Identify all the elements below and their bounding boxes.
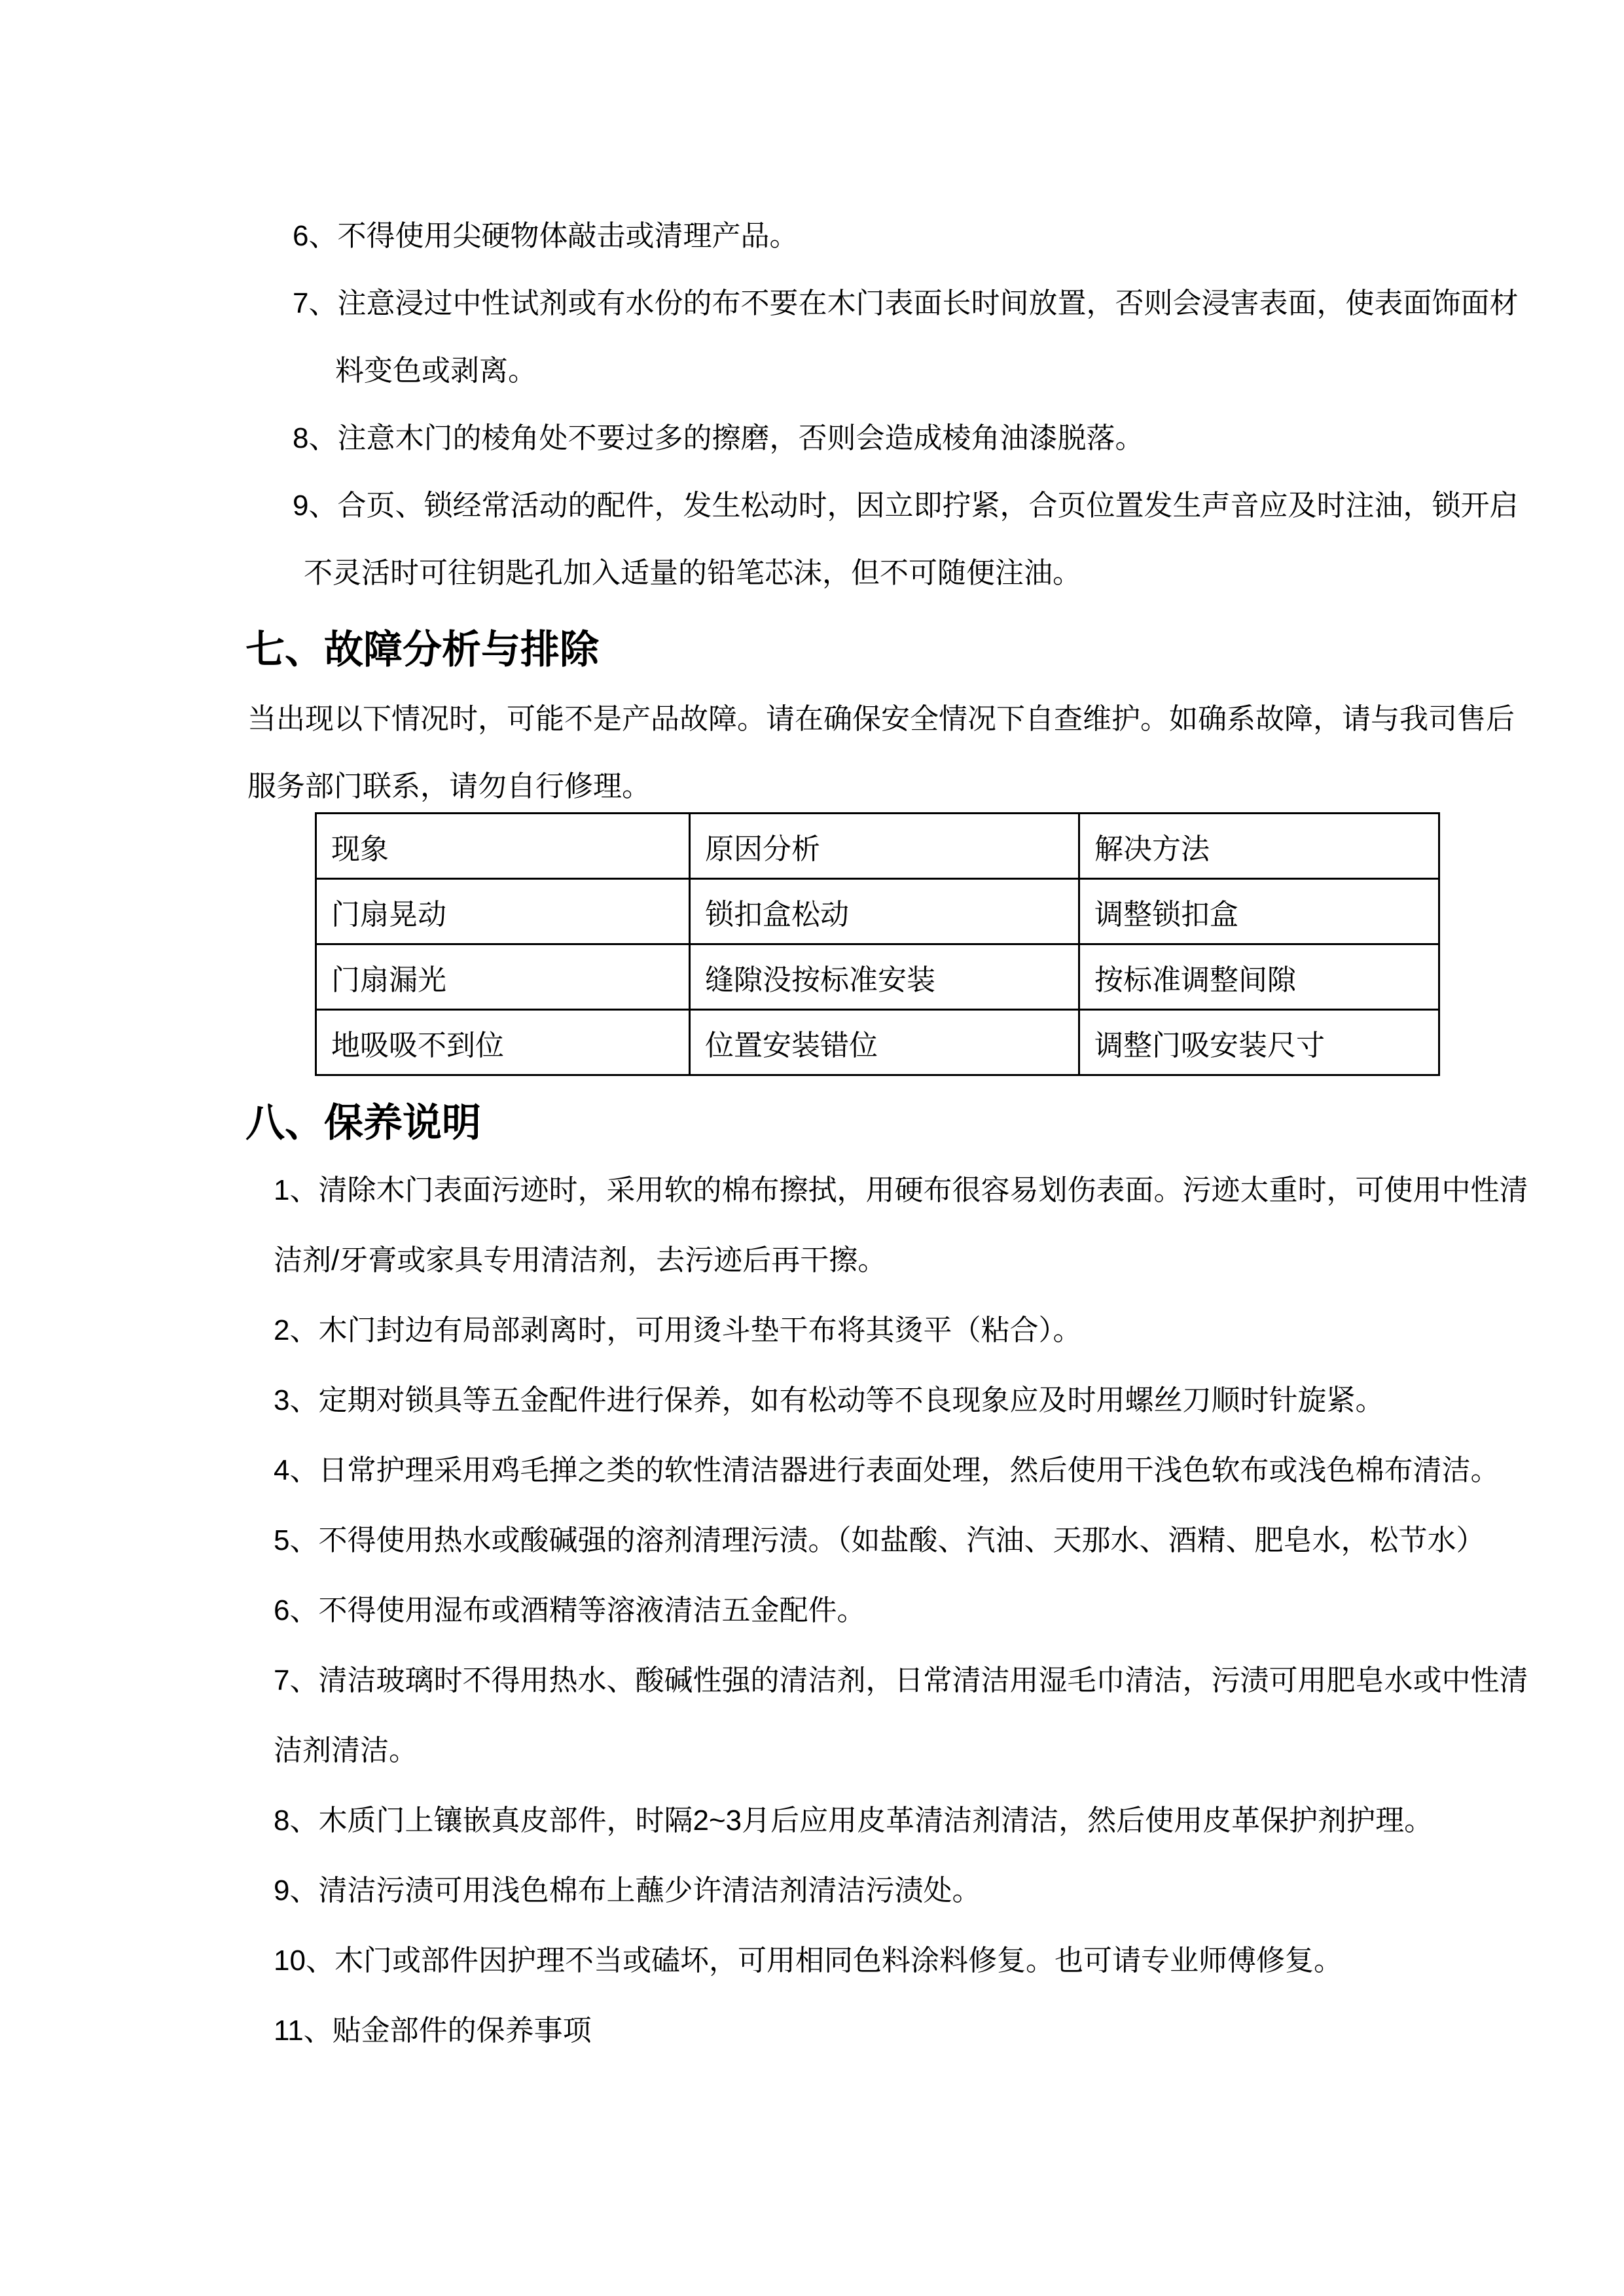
fault-table (315, 812, 1440, 1076)
list-item-text: 洁剂清洁。 (274, 1734, 418, 1767)
table-header-cell-solution: 解决方法 (1079, 814, 1439, 879)
maintenance-item-11 (0, 1996, 1624, 2066)
table-cell: 锁扣盒松动 (690, 879, 1079, 944)
list-item-7-continuation (0, 338, 1624, 405)
item-number: 1、 (274, 1174, 319, 1207)
intro-paragraph-line-2: 服务部门联系，请勿自行修理。 (247, 770, 651, 803)
item-number: 7、 (293, 287, 338, 320)
item-number: 10、 (274, 1945, 334, 1977)
maintenance-item-7-continuation (0, 1716, 1624, 1786)
list-item-7 (0, 270, 1624, 338)
list-item-text: 不得使用湿布或酒精等溶液清洁五金配件。 (318, 1594, 866, 1627)
item-number: 9、 (293, 490, 338, 522)
section-heading-fault-analysis: 七、故障分析与排除 (245, 628, 599, 672)
item-number: 8、 (293, 422, 338, 455)
maintenance-item-10 (0, 1926, 1624, 1996)
list-item-text: 木质门上镶嵌真皮部件，时隔2~3月后应用皮革清洁剂清洁，然后使用皮革保护剂护理。 (318, 1804, 1434, 1837)
list-item-9 (0, 473, 1624, 540)
table-cell: 缝隙没按标准安装 (690, 944, 1079, 1010)
list-item-text: 注意木门的棱角处不要过多的擦磨，否则会造成棱角油漆脱落。 (337, 422, 1144, 455)
table-row (316, 879, 1439, 944)
list-item-text: 贴金部件的保养事项 (332, 2015, 592, 2047)
item-number: 7、 (274, 1664, 319, 1697)
list-item-text: 木门或部件因护理不当或磕坏，可用相同色料涂料修复。也可请专业师傅修复。 (334, 1945, 1343, 1977)
table-header-cell-phenomenon: 现象 (316, 814, 690, 879)
table-row (316, 1010, 1439, 1075)
item-number: 8、 (274, 1804, 319, 1837)
maintenance-item-1 (0, 1156, 1624, 1226)
section-heading-maintenance: 八、保养说明 (245, 1101, 481, 1145)
table-header-cell-cause: 原因分析 (690, 814, 1079, 879)
item-number: 9、 (274, 1874, 319, 1907)
intro-paragraph-line-1: 当出现以下情况时，可能不是产品故障。请在确保安全情况下自查维护。如确系故障，请与我司售后 (247, 703, 1515, 736)
maintenance-item-3 (0, 1366, 1624, 1436)
table-row (316, 944, 1439, 1010)
table-cell: 调整锁扣盒 (1079, 879, 1439, 944)
list-item-6 (0, 203, 1624, 270)
list-item-text: 不灵活时可往钥匙孔加入适量的铅笔芯沫，但不可随便注油。 (304, 557, 1081, 590)
list-item-text: 清洁污渍可用浅色棉布上蘸少许清洁剂清洁污渍处。 (318, 1874, 981, 1907)
table-cell: 地吸吸不到位 (316, 1010, 690, 1075)
item-number: 11、 (274, 2015, 333, 2047)
list-item-text: 清洁玻璃时不得用热水、酸碱性强的清洁剂，日常清洁用湿毛巾清洁，污渍可用肥皂水或中性清 (318, 1664, 1528, 1697)
table-cell: 按标准调整间隙 (1079, 944, 1439, 1010)
list-item-9-continuation (0, 540, 1624, 607)
list-item-text: 清除木门表面污迹时，采用软的棉布擦拭，用硬布很容易划伤表面。污迹太重时，可使用中性清 (318, 1174, 1528, 1207)
item-number: 6、 (293, 220, 338, 253)
maintenance-item-4 (0, 1436, 1624, 1506)
maintenance-item-9 (0, 1856, 1624, 1926)
maintenance-item-8 (0, 1786, 1624, 1856)
table-header-row (316, 814, 1439, 879)
list-item-text: 注意浸过中性试剂或有水份的布不要在木门表面长时间放置，否则会浸害表面，使表面饰面材 (337, 287, 1519, 320)
maintenance-item-5 (0, 1506, 1624, 1576)
list-item-text: 定期对锁具等五金配件进行保养，如有松动等不良现象应及时用螺丝刀顺时针旋紧。 (318, 1384, 1384, 1417)
item-number: 4、 (274, 1454, 319, 1487)
list-item-text: 不得使用热水或酸碱强的溶剂清理污渍。（如盐酸、汽油、天那水、酒精、肥皂水，松节水） (318, 1524, 1485, 1557)
item-number: 5、 (274, 1524, 319, 1557)
item-number: 3、 (274, 1384, 319, 1417)
list-item-text: 日常护理采用鸡毛掸之类的软性清洁器进行表面处理，然后使用干浅色软布或浅色棉布清洁。 (318, 1454, 1500, 1487)
maintenance-item-7 (0, 1646, 1624, 1716)
list-item-text: 洁剂/牙膏或家具专用清洁剂，去污迹后再干擦。 (274, 1244, 887, 1277)
list-item-8 (0, 405, 1624, 473)
list-item-text: 木门封边有局部剥离时，可用烫斗垫干布将其烫平（粘合）。 (318, 1314, 1082, 1347)
maintenance-item-1-continuation (0, 1226, 1624, 1296)
item-number: 6、 (274, 1594, 319, 1627)
table-cell: 门扇漏光 (316, 944, 690, 1010)
item-number: 2、 (274, 1314, 319, 1347)
maintenance-item-2 (0, 1296, 1624, 1366)
list-item-text: 不得使用尖硬物体敲击或清理产品。 (337, 220, 799, 253)
list-item-text: 料变色或剥离。 (335, 355, 537, 387)
table-cell: 门扇晃动 (316, 879, 690, 944)
table-cell: 位置安装错位 (690, 1010, 1079, 1075)
table-cell: 调整门吸安装尺寸 (1079, 1010, 1439, 1075)
maintenance-item-6 (0, 1576, 1624, 1646)
list-item-text: 合页、锁经常活动的配件，发生松动时，因立即拧紧，合页位置发生声音应及时注油，锁开启 (337, 490, 1519, 522)
